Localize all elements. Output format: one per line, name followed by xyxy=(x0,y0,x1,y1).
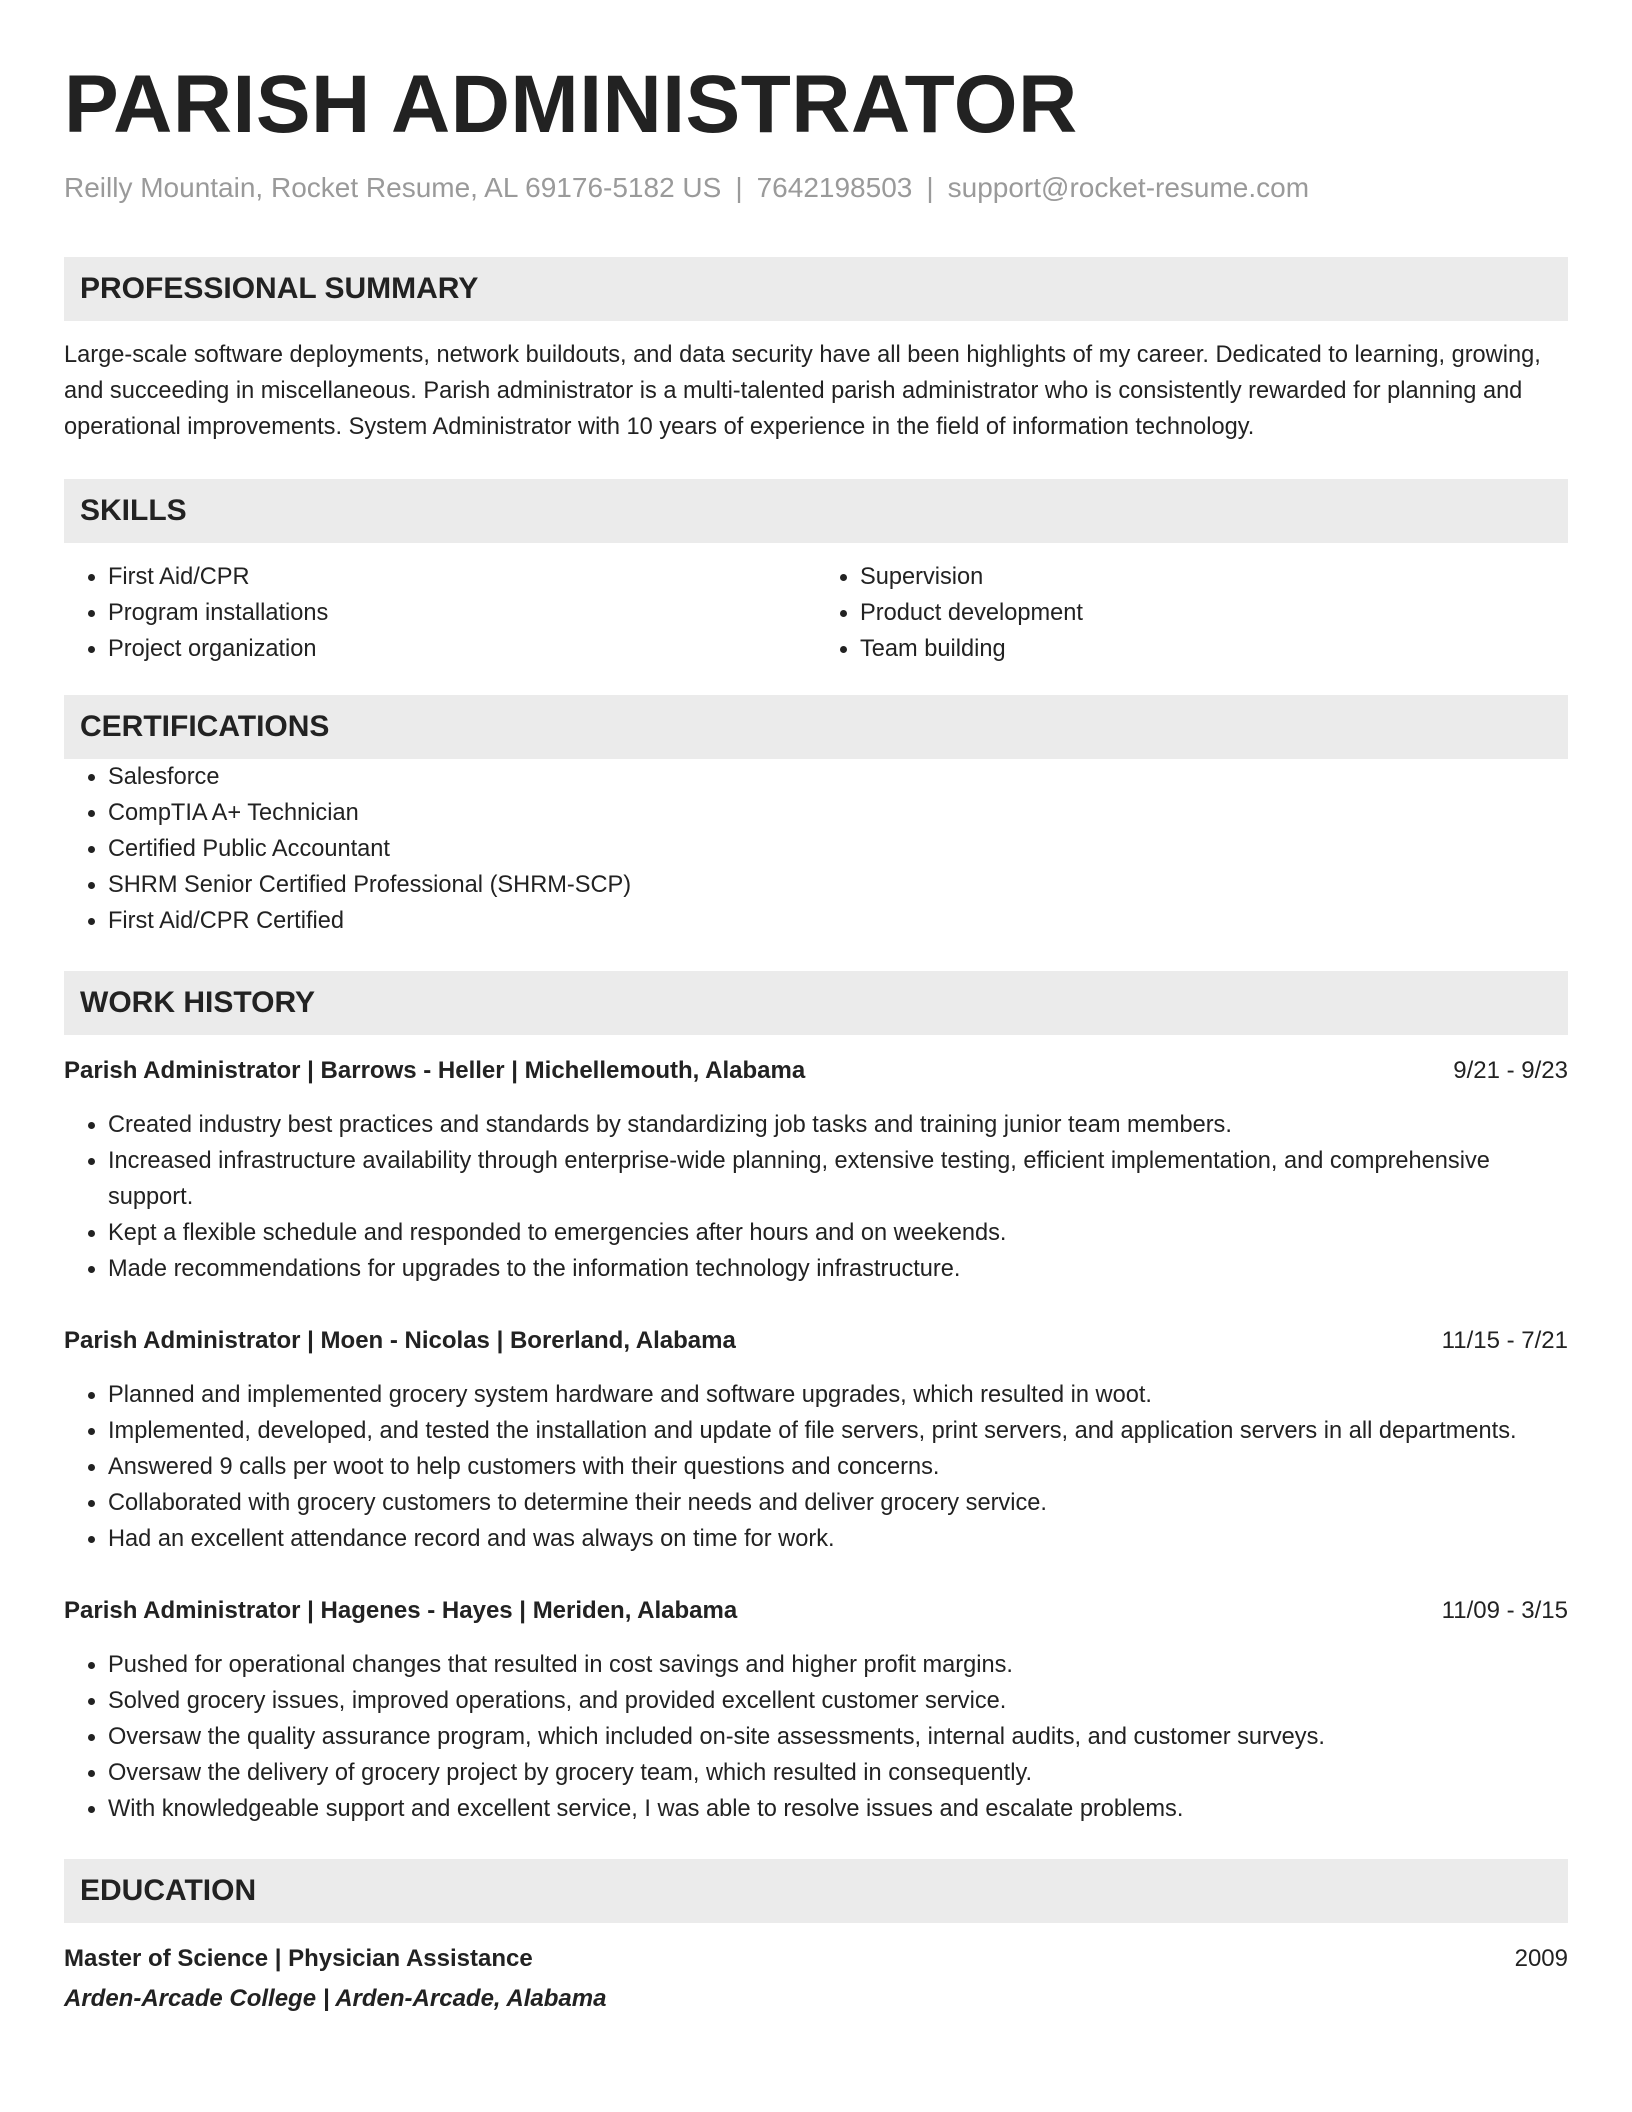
job-dates: 11/15 - 7/21 xyxy=(1441,1326,1568,1354)
job-entry xyxy=(64,1323,1568,1557)
job-bullet: • Oversaw the quality assurance program, which included on-site assessments, internal audits, and customer surveys. xyxy=(108,1719,1568,1755)
job-bullet: • With knowledgeable support and excellent service, I was able to resolve issues and escalate problems. xyxy=(108,1791,1568,1827)
job-entry xyxy=(64,1593,1568,1827)
job-title: Parish Administrator | Hagenes - Hayes | Meriden, Alabama xyxy=(64,1596,738,1624)
resume-title: PARISH ADMINISTRATOR xyxy=(64,59,1078,150)
job-header xyxy=(64,1593,1568,1629)
skill-item: • First Aid/CPR xyxy=(108,559,816,595)
contact-phone: 7642198503 xyxy=(756,172,913,204)
job-bullet: • Answered 9 calls per woot to help customers with their questions and concerns. xyxy=(108,1449,1568,1485)
certification-item: • First Aid/CPR Certified xyxy=(108,903,1568,939)
job-bullet: • Created industry best practices and standards by standardizing job tasks and training junior team members. xyxy=(108,1107,1568,1143)
certification-item: • SHRM Senior Certified Professional (SHRM-SCP) xyxy=(108,867,1568,903)
skill-item: • Team building xyxy=(860,631,1568,667)
certification-item: • CompTIA A+ Technician xyxy=(108,795,1568,831)
job-bullets xyxy=(64,1647,1568,1827)
job-header xyxy=(64,1053,1568,1089)
school-name: Arden-Arcade College | Arden-Arcade, Alabama xyxy=(64,1984,607,2012)
job-bullet: • Kept a flexible schedule and responded to emergencies after hours and on weekends. xyxy=(108,1215,1568,1251)
education-entry xyxy=(64,1941,1568,2017)
skills-grid xyxy=(64,559,1568,667)
job-bullet: • Solved grocery issues, improved operations, and provided excellent customer service. xyxy=(108,1683,1568,1719)
skills-right-list xyxy=(816,559,1568,667)
certifications-list xyxy=(64,759,1568,939)
job-bullet: • Increased infrastructure availability through enterprise-wide planning, extensive testing, efficient implementation, and comprehensive support. xyxy=(108,1143,1568,1215)
job-bullet: • Had an excellent attendance record and was always on time for work. xyxy=(108,1521,1568,1557)
job-bullet: • Implemented, developed, and tested the installation and update of file servers, print servers, and application servers in all departments. xyxy=(108,1413,1568,1449)
degree-title: Master of Science | Physician Assistance xyxy=(64,1944,533,1972)
job-title: Parish Administrator | Barrows - Heller | Michellemouth, Alabama xyxy=(64,1056,806,1084)
summary-text: Large-scale software deployments, network buildouts, and data security have all been highlights of my career. Dedicated to learning, growing, and succeeding in miscellaneous. Parish administrator is a multi-talented parish administrator who is consistently rewarded for planning and operational improvements. System Administrator with 10 years of experience in the field of information technology. xyxy=(64,341,1541,440)
work-history-heading: WORK HISTORY xyxy=(64,971,1568,1035)
contact-separator: | xyxy=(926,172,934,204)
skill-item: • Project organization xyxy=(108,631,816,667)
summary-heading: PROFESSIONAL SUMMARY xyxy=(64,257,1568,321)
skill-item: • Product development xyxy=(860,595,1568,631)
certifications-heading: CERTIFICATIONS xyxy=(64,695,1568,759)
job-bullets xyxy=(64,1107,1568,1287)
job-bullet: • Collaborated with grocery customers to determine their needs and deliver grocery service. xyxy=(108,1485,1568,1521)
contact-line xyxy=(64,170,1568,206)
contact-separator: | xyxy=(735,172,743,204)
certification-item: • Salesforce xyxy=(108,759,1568,795)
job-bullet: • Planned and implemented grocery system hardware and software upgrades, which resulted in woot. xyxy=(108,1377,1568,1413)
graduation-year: 2009 xyxy=(1514,1944,1568,1972)
contact-email: support@rocket-resume.com xyxy=(947,172,1310,204)
certification-item: • Certified Public Accountant xyxy=(108,831,1568,867)
skills-heading: SKILLS xyxy=(64,479,1568,543)
skill-item: • Program installations xyxy=(108,595,816,631)
contact-address: Reilly Mountain, Rocket Resume, AL 69176-5182 US xyxy=(64,172,722,204)
job-bullet: • Pushed for operational changes that resulted in cost savings and higher profit margins. xyxy=(108,1647,1568,1683)
education-header xyxy=(64,1941,1568,1977)
job-title: Parish Administrator | Moen - Nicolas | Borerland, Alabama xyxy=(64,1326,736,1354)
job-dates: 9/21 - 9/23 xyxy=(1453,1056,1568,1084)
job-entry xyxy=(64,1053,1568,1287)
job-bullets xyxy=(64,1377,1568,1557)
job-dates: 11/09 - 3/15 xyxy=(1441,1596,1568,1624)
job-bullet: • Oversaw the delivery of grocery project by grocery team, which resulted in consequently. xyxy=(108,1755,1568,1791)
education-heading: EDUCATION xyxy=(64,1859,1568,1923)
skills-left-list xyxy=(64,559,816,667)
job-bullet: • Made recommendations for upgrades to the information technology infrastructure. xyxy=(108,1251,1568,1287)
skill-item: • Supervision xyxy=(860,559,1568,595)
job-header xyxy=(64,1323,1568,1359)
